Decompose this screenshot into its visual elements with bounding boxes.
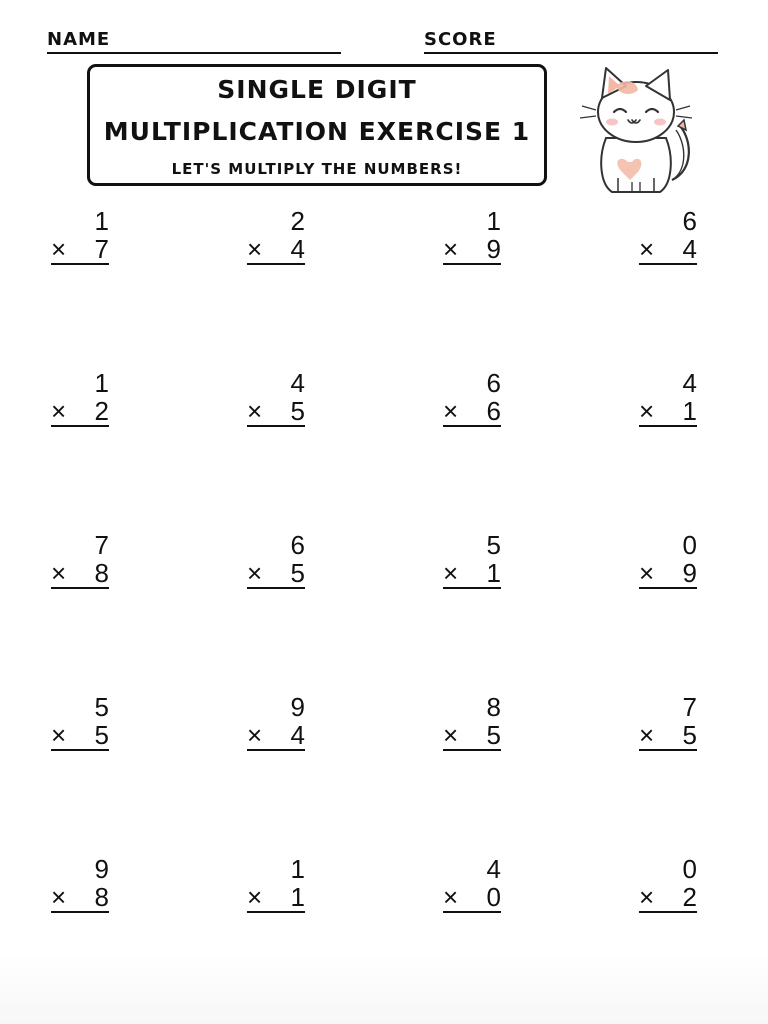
problem-answer-line xyxy=(443,722,501,751)
problem-bottom-number: 6 xyxy=(486,396,501,426)
problem-item xyxy=(439,854,501,912)
problem-item xyxy=(439,206,501,264)
multiply-sign: × xyxy=(51,558,67,588)
title-line-2: MULTIPLICATION EXERCISE 1 xyxy=(103,117,531,146)
problem-bottom-number: 1 xyxy=(486,558,501,588)
problem-answer-line xyxy=(247,560,305,589)
problem-bottom-number: 7 xyxy=(94,234,109,264)
problem-answer-line xyxy=(639,236,697,265)
problem-top-number: 4 xyxy=(290,368,305,398)
problem-answer-line xyxy=(51,398,109,427)
multiply-sign: × xyxy=(51,882,67,912)
multiply-sign: × xyxy=(443,882,459,912)
name-field[interactable] xyxy=(47,26,341,54)
problem-answer-line xyxy=(247,722,305,751)
problem-answer-line xyxy=(51,236,109,265)
problem-bottom-number: 1 xyxy=(290,882,305,912)
score-label: SCORE xyxy=(424,29,497,50)
problem-bottom-number: 8 xyxy=(94,558,109,588)
multiply-sign: × xyxy=(247,882,263,912)
problem-top-number: 6 xyxy=(682,206,697,236)
problem-top-number: 4 xyxy=(682,368,697,398)
name-label: NAME xyxy=(47,29,111,50)
problem-top-number: 4 xyxy=(486,854,501,884)
problem-item xyxy=(243,530,305,588)
multiply-sign: × xyxy=(247,720,263,750)
problem-top-number: 1 xyxy=(486,206,501,236)
problem-bottom-number: 9 xyxy=(486,234,501,264)
problem-item xyxy=(439,530,501,588)
problem-bottom-number: 2 xyxy=(94,396,109,426)
problem-item xyxy=(635,206,697,264)
problem-top-number: 7 xyxy=(682,692,697,722)
title-line-1: SINGLE DIGIT xyxy=(217,75,417,104)
score-field[interactable] xyxy=(424,26,718,54)
problem-top-number: 9 xyxy=(290,692,305,722)
problem-bottom-number: 2 xyxy=(682,882,697,912)
multiply-sign: × xyxy=(639,558,655,588)
problem-top-number: 6 xyxy=(290,530,305,560)
multiply-sign: × xyxy=(639,234,655,264)
problem-bottom-number: 5 xyxy=(94,720,109,750)
problem-answer-line xyxy=(51,722,109,751)
problem-bottom-number: 5 xyxy=(290,558,305,588)
problem-top-number: 5 xyxy=(94,692,109,722)
problem-top-number: 5 xyxy=(486,530,501,560)
problem-item xyxy=(439,368,501,426)
problem-item xyxy=(47,206,109,264)
problem-item xyxy=(243,854,305,912)
problem-item xyxy=(439,692,501,750)
multiply-sign: × xyxy=(639,396,655,426)
problem-item xyxy=(243,206,305,264)
problem-item xyxy=(635,368,697,426)
title-subtitle: LET'S MULTIPLY THE NUMBERS! xyxy=(171,160,463,178)
cat-icon xyxy=(576,60,696,196)
problem-item xyxy=(47,530,109,588)
problem-top-number: 9 xyxy=(94,854,109,884)
multiply-sign: × xyxy=(639,882,655,912)
problem-top-number: 6 xyxy=(486,368,501,398)
multiply-sign: × xyxy=(443,234,459,264)
page-bottom-shade xyxy=(0,954,768,1024)
problem-item xyxy=(635,530,697,588)
problem-item xyxy=(243,692,305,750)
problem-bottom-number: 4 xyxy=(290,720,305,750)
problem-top-number: 1 xyxy=(94,368,109,398)
multiply-sign: × xyxy=(51,396,67,426)
problem-answer-line xyxy=(443,398,501,427)
multiply-sign: × xyxy=(51,234,67,264)
problem-bottom-number: 0 xyxy=(486,882,501,912)
problem-item xyxy=(47,692,109,750)
multiply-sign: × xyxy=(639,720,655,750)
multiply-sign: × xyxy=(247,234,263,264)
problem-top-number: 0 xyxy=(682,854,697,884)
problem-bottom-number: 4 xyxy=(682,234,697,264)
problem-answer-line xyxy=(247,398,305,427)
multiply-sign: × xyxy=(443,720,459,750)
problem-answer-line xyxy=(443,884,501,913)
problem-answer-line xyxy=(639,398,697,427)
problem-answer-line xyxy=(639,884,697,913)
problem-top-number: 7 xyxy=(94,530,109,560)
problem-item xyxy=(635,692,697,750)
problem-bottom-number: 5 xyxy=(290,396,305,426)
problem-answer-line xyxy=(51,560,109,589)
multiply-sign: × xyxy=(247,396,263,426)
problem-answer-line xyxy=(639,722,697,751)
title-box xyxy=(87,64,547,186)
problem-answer-line xyxy=(639,560,697,589)
multiply-sign: × xyxy=(443,558,459,588)
problem-item xyxy=(47,368,109,426)
multiply-sign: × xyxy=(51,720,67,750)
multiply-sign: × xyxy=(247,558,263,588)
problem-top-number: 2 xyxy=(290,206,305,236)
problem-bottom-number: 1 xyxy=(682,396,697,426)
problem-item xyxy=(47,854,109,912)
problem-answer-line xyxy=(247,236,305,265)
problem-bottom-number: 8 xyxy=(94,882,109,912)
problem-bottom-number: 5 xyxy=(682,720,697,750)
problem-answer-line xyxy=(443,560,501,589)
problem-top-number: 8 xyxy=(486,692,501,722)
problem-item xyxy=(243,368,305,426)
problem-top-number: 1 xyxy=(290,854,305,884)
problem-top-number: 1 xyxy=(94,206,109,236)
problem-bottom-number: 5 xyxy=(486,720,501,750)
multiply-sign: × xyxy=(443,396,459,426)
problem-answer-line xyxy=(51,884,109,913)
problem-top-number: 0 xyxy=(682,530,697,560)
problem-answer-line xyxy=(247,884,305,913)
problem-answer-line xyxy=(443,236,501,265)
problem-item xyxy=(635,854,697,912)
problem-bottom-number: 4 xyxy=(290,234,305,264)
problem-bottom-number: 9 xyxy=(682,558,697,588)
